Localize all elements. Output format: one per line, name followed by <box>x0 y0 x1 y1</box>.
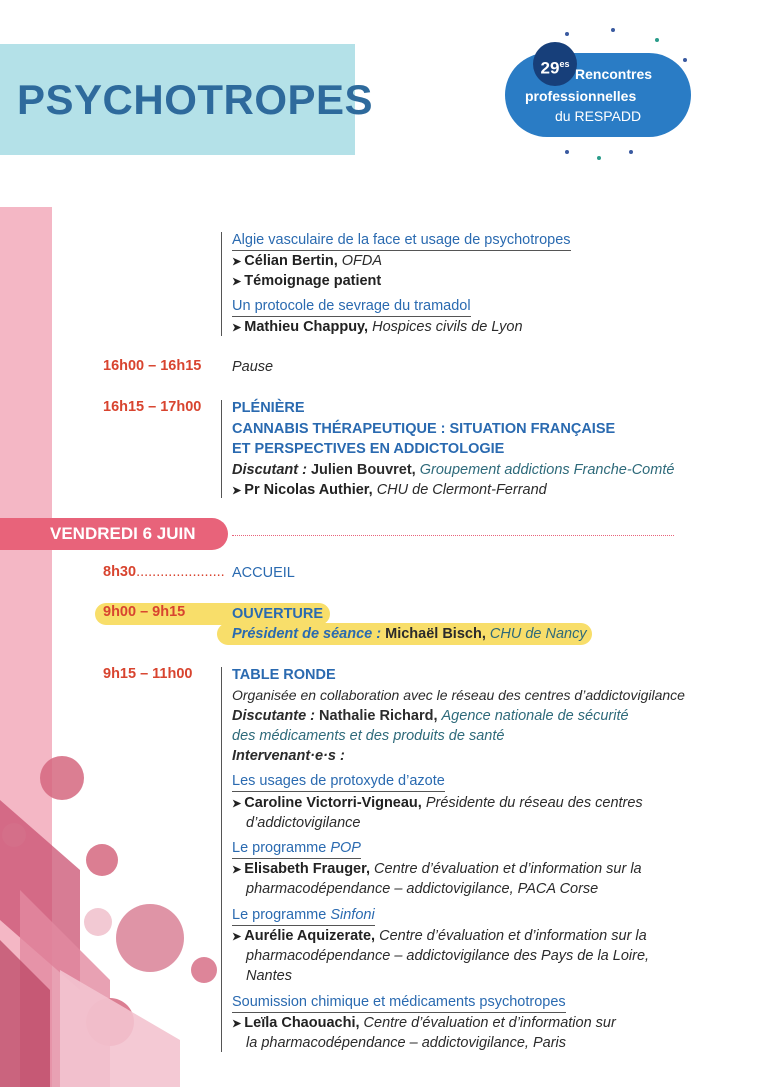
speaker-org-cont: d’addictovigilance <box>246 815 361 831</box>
accueil-label: ACCUEIL <box>232 565 295 581</box>
discussant-line <box>232 706 629 726</box>
schedule-time: 16h00 – 16h15 <box>103 358 202 374</box>
session-subtitle: Un protocole de sevrage du tramadol <box>232 296 471 317</box>
decorative-shapes <box>0 740 225 1087</box>
speaker-line <box>232 793 643 814</box>
speaker-org-cont: pharmacodépendance – addictovigilance des Pays de la Loire, <box>246 948 650 964</box>
discussant-org: Groupement addictions Franche-Comté <box>419 462 675 478</box>
subtitle-text: Le programme <box>232 907 327 923</box>
session-subtitle <box>232 838 361 859</box>
speaker-org: Centre d’évaluation et d’information sur la <box>374 861 642 877</box>
speakers-label: Intervenant·e·s : <box>232 748 345 764</box>
discussant-label: Discutante : <box>232 708 315 724</box>
logo-dot <box>565 32 569 36</box>
speaker-line <box>232 317 523 338</box>
speaker-org: Centre d’évaluation et d’information sur <box>363 1015 616 1031</box>
speaker-org-cont: la pharmacodépendance – addictovigilance, Paris <box>246 1035 567 1051</box>
speaker-line <box>232 926 647 947</box>
speaker-org: OFDA <box>341 253 383 269</box>
speaker-name: ➤ Pr Nicolas Authier, <box>232 482 373 498</box>
separator-line <box>221 667 222 1052</box>
dot-leader: ...................... <box>136 564 225 580</box>
logo-badge <box>533 42 577 86</box>
accueil-time: 8h30 <box>103 564 137 580</box>
logo-line3: du RESPADD <box>555 108 642 124</box>
speaker-org: CHU de Clermont-Ferrand <box>376 482 547 498</box>
day-banner: VENDREDI 6 JUIN <box>0 518 228 550</box>
separator-line <box>221 400 222 498</box>
discussant-org: Agence nationale de sécurité <box>441 708 629 724</box>
discussant-org-cont: des médicaments et des produits de santé <box>232 728 505 744</box>
logo-suffix: es <box>559 59 570 69</box>
chair-line <box>232 624 587 644</box>
discussant-name: Julien Bouvret, <box>310 462 416 478</box>
logo-dot <box>629 150 633 154</box>
chair-label: Président de séance : <box>232 626 382 642</box>
discussant-label: Discutant : <box>232 462 307 478</box>
session-type: PLÉNIÈRE <box>232 400 305 416</box>
speaker-name: ➤ Leïla Chaouachi, <box>232 1015 360 1031</box>
chair-org: CHU de Nancy <box>489 626 587 642</box>
speaker-org: Centre d’évaluation et d’information sur la <box>379 928 647 944</box>
speaker-line <box>232 1013 616 1034</box>
speaker-org: Présidente du réseau des centres <box>425 795 643 811</box>
session-title: CANNABIS THÉRAPEUTIQUE : SITUATION FRANÇAISE <box>232 421 616 437</box>
session-subtitle: Les usages de protoxyde d’azote <box>232 771 445 792</box>
speaker-line <box>232 859 642 880</box>
separator-line <box>221 232 222 336</box>
speaker-line <box>232 271 381 292</box>
speaker-name: ➤ Aurélie Aquizerate, <box>232 928 375 944</box>
respadd-logo <box>505 28 695 160</box>
page-title: PSYCHOTROPES <box>17 76 374 123</box>
logo-dot <box>597 156 601 160</box>
subtitle-program: POP <box>330 840 361 856</box>
speaker-name: ➤ Caroline Victorri-Vigneau, <box>232 795 422 811</box>
speaker-name: ➤ Célian Bertin, <box>232 253 338 269</box>
session-subtitle: Soumission chimique et médicaments psychotropes <box>232 992 566 1013</box>
speaker-name: ➤ Mathieu Chappuy, <box>232 319 368 335</box>
logo-dot <box>655 38 659 42</box>
speaker-line <box>232 480 547 501</box>
schedule-time <box>103 564 225 580</box>
session-type: TABLE RONDE <box>232 667 336 683</box>
logo-line2: professionnelles <box>525 88 637 104</box>
logo-number: 29 <box>540 58 560 78</box>
discussant-line <box>232 460 674 480</box>
pause-label: Pause <box>232 359 274 375</box>
organization-note: Organisée en collaboration avec le réseau des centres d’addictovigilance <box>232 687 685 703</box>
chair-name: Michaël Bisch, <box>385 626 486 642</box>
speaker-name: ➤ Elisabeth Frauger, <box>232 861 370 877</box>
session-subtitle: Algie vasculaire de la face et usage de psychotropes <box>232 230 571 251</box>
schedule-time: 9h15 – 11h00 <box>103 666 193 682</box>
session-type: OUVERTURE <box>232 606 324 622</box>
schedule-time: 9h00 – 9h15 <box>103 604 186 620</box>
speaker-org: Hospices civils de Lyon <box>372 319 523 335</box>
subtitle-program: Sinfoni <box>330 907 375 923</box>
discussant-name: Nathalie Richard, <box>319 708 438 724</box>
logo-dot <box>565 150 569 154</box>
speaker-org-cont: Nantes <box>246 968 292 984</box>
schedule-time: 16h15 – 17h00 <box>103 399 202 415</box>
session-title: ET PERSPECTIVES EN ADDICTOLOGIE <box>232 441 505 457</box>
speaker-name: ➤ Témoignage patient <box>232 273 381 289</box>
day-divider <box>232 535 674 536</box>
speaker-line <box>232 251 382 272</box>
logo-dot <box>683 58 687 62</box>
speaker-org-cont: pharmacodépendance – addictovigilance, PACA Corse <box>246 881 599 897</box>
subtitle-text: Le programme <box>232 840 327 856</box>
logo-line1: Rencontres <box>575 66 653 82</box>
session-subtitle <box>232 905 375 926</box>
logo-dot <box>611 28 615 32</box>
